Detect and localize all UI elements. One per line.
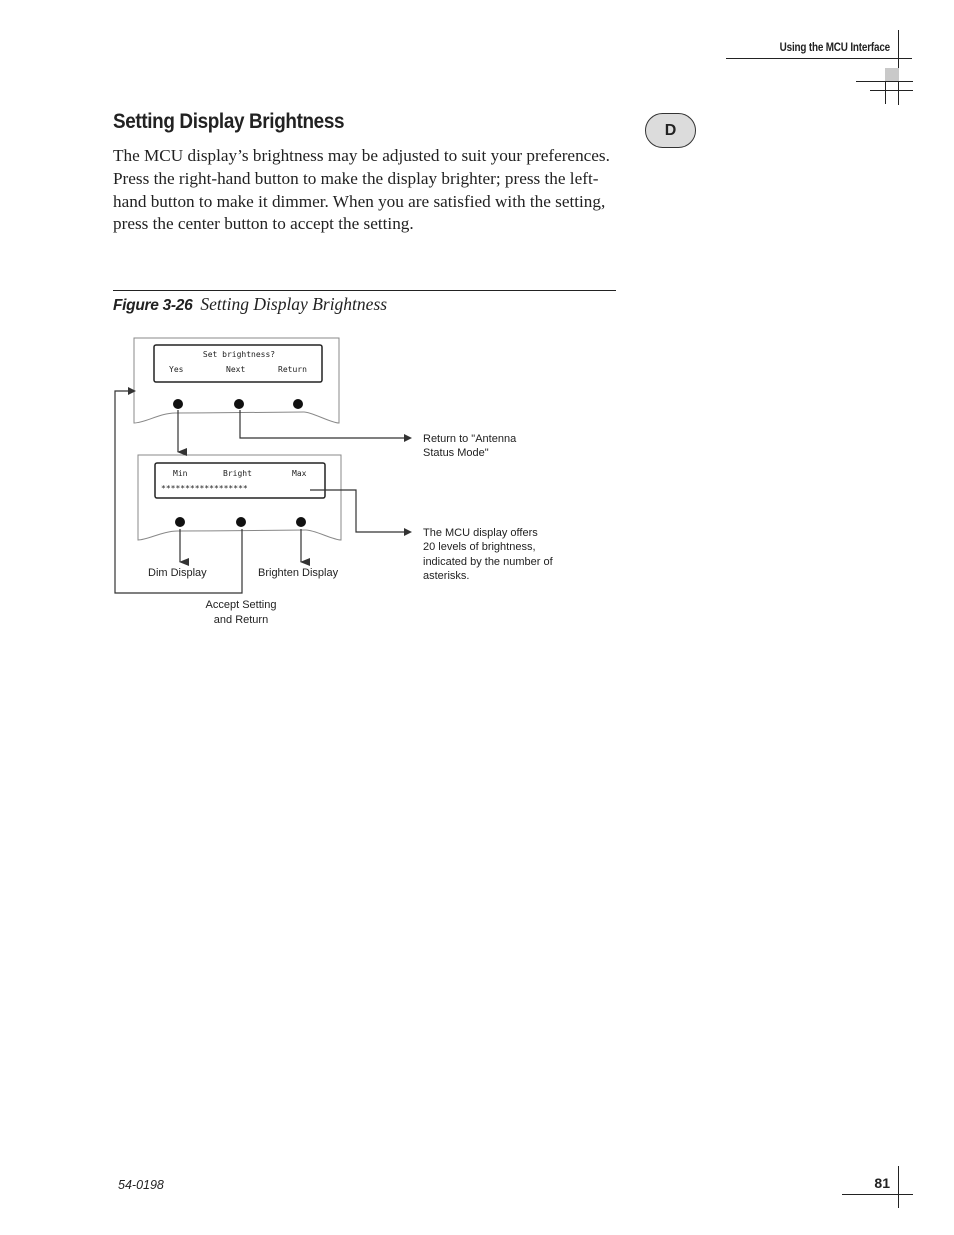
body-paragraph: The MCU display’s brightness may be adjusted to suit your preferences. Press the right-hand button to make the display brighter; press the left-hand button to make it dimmer. When you are satisfied with the setting, press the center button to accept the setting. bbox=[113, 146, 610, 234]
mcu-panel-set-brightness bbox=[134, 338, 339, 423]
chapter-tab: D bbox=[645, 113, 696, 148]
figure-number: Figure 3-26 bbox=[113, 297, 193, 314]
label-brighten-display: Brighten Display bbox=[258, 567, 339, 579]
label-accept-2: and Return bbox=[213, 614, 269, 626]
left-button-icon bbox=[175, 517, 185, 527]
footer-rule bbox=[842, 1194, 913, 1195]
center-button-icon bbox=[236, 517, 246, 527]
callout-levels-4: asterisks. bbox=[423, 570, 470, 582]
lcd2-max: Max bbox=[292, 469, 307, 478]
right-button-icon bbox=[293, 399, 303, 409]
callout-levels-1: The MCU display offers bbox=[423, 527, 538, 539]
lcd2-bright: Bright bbox=[223, 469, 252, 478]
callout-levels-3: indicated by the number of bbox=[423, 556, 553, 568]
document-code: 54-0198 bbox=[118, 1178, 164, 1192]
callout-return-1: Return to "Antenna bbox=[423, 433, 517, 445]
label-dim-display: Dim Display bbox=[148, 567, 207, 579]
right-button-icon bbox=[296, 517, 306, 527]
left-button-icon bbox=[173, 399, 183, 409]
lcd1-next: Next bbox=[226, 365, 246, 374]
lcd2-asterisk-bar: ****************** bbox=[161, 484, 248, 493]
footer-crop-mark bbox=[898, 1166, 899, 1208]
mcu-panel-brightness-level bbox=[138, 455, 341, 540]
callout-return-2: Status Mode" bbox=[423, 447, 489, 459]
figure-title: Setting Display Brightness bbox=[200, 294, 388, 314]
running-head: Using the MCU Interface bbox=[779, 42, 890, 54]
center-button-icon bbox=[234, 399, 244, 409]
lcd2-min: Min bbox=[173, 469, 188, 478]
lcd1-return: Return bbox=[278, 365, 307, 374]
lcd1-prompt: Set brightness? bbox=[202, 350, 276, 359]
section-title: Setting Display Brightness bbox=[113, 110, 345, 133]
callout-levels-2: 20 levels of brightness, bbox=[423, 541, 536, 553]
label-accept-1: Accept Setting bbox=[205, 599, 277, 611]
page-number: 81 bbox=[874, 1175, 890, 1191]
lcd1-yes: Yes bbox=[169, 365, 184, 374]
